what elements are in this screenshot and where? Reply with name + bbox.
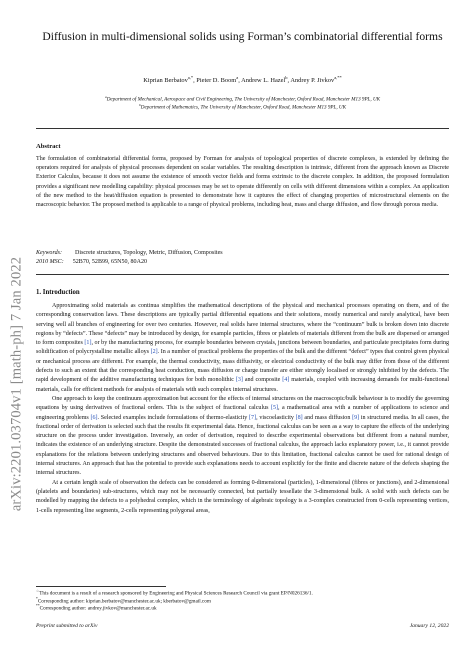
superscript-marker: a — [104, 95, 107, 99]
introduction-paragraph — [36, 302, 449, 395]
paragraph-text: One approach to keep the continuum approximation but account for the effects of internal structures on the macroscopic/bulk behaviour is to modify the governing equations by using derivatives of fractional orders. This is the subject of fractional calculus — [36, 395, 449, 412]
citation-link[interactable]: [2] — [150, 349, 158, 356]
author-list: Kiprian Berbatov$^{a,*}$, Pieter D. Boom$^a$, Andrew L. Hazel$^b$, Andrey P. Jivkov$^{a,**}$ — [143, 75, 342, 85]
abstract-text: The formulation of combinatorial differential forms, proposed by Forman for analysis of topological properties of discrete complexes, is extended by defining the operators required for analysis of physical processes dependent on scalar variables. The resulting description is intrinsic, different from the approach known as Discrete Exterior Calculus, because it does not assume the existence of smooth vector fields and forms extrinsic to the discrete complex. In addition, the proposed formulation provides a significant new modelling capability: physical processes may be set to operate differently on cells with different dimensions within a complex. An application of the new method to the heat/diffusion equation is presented to demonstrate how it captures the effect of changing properties of microstructural elements on the macroscopic behavior. The proposed method is applicable to a range of physical problems, including heat, mass and charge diffusion, and flow through porous media. — [36, 156, 449, 209]
superscript-marker: a,** — [334, 75, 342, 80]
citation-link[interactable]: [6] — [90, 414, 98, 421]
citation-link[interactable]: [3] — [235, 377, 243, 384]
citation-link[interactable]: [4] — [282, 377, 290, 384]
paper-title: Diffusion in multi-dimensional solids using Forman’s combinatorial differential forms — [42, 30, 443, 43]
footnote-corresponding-2: **Corresponding author: andrey.jivkov@manchester.ac.uk — [36, 604, 157, 612]
paragraph-text: Approximating solid materials as continua simplifies the mathematical descriptions of the physical and mechanical processes operating on them, and of the corresponding conservation laws. These descriptions are typically partial differential equations and their solutions, mostly numerical and rarely analytical, have been serving well all branches of engineering for over two centuries. However, real solids have internal structures, where the “continuum” bulk is broken down into discrete regions by “defects”. These “defects” may be introduced by design, for example particles, fibres or platelets of materials different from the bulk are dispersed or arranged to form composites — [36, 303, 449, 347]
section-heading: 1. Introduction — [36, 289, 80, 296]
superscript-marker: b — [285, 75, 288, 80]
paragraph-text: . In a number of practical problems the properties of the bulk and the different “defect” types that control given physical or mechanical process are different. For example, the thermal conductivity, mass diffusivity, or electrical conductivity of the bulk may differ from those of the different defects to such an extent that the corresponding heat conduction, mass diffusion or charge transfer are either strongly localised or strongly inhibited by the defects. The rapid development of the additive manufacturing techniques for both monolithic — [36, 349, 449, 384]
rule-bottom — [36, 274, 449, 275]
footnote-corresponding-1: *Corresponding author: kiprian.berbatov@manchester.ac.uk; kberbatov@gmail.com — [36, 597, 211, 605]
superscript-marker: ** — [36, 604, 40, 608]
superscript-marker: ☆ — [36, 589, 40, 593]
arxiv-stamp — [10, 174, 24, 594]
introduction-paragraph — [36, 395, 449, 479]
msc-value: 52B70, 52B99, 65N50, 80A20 — [72, 259, 147, 265]
abstract-heading: Abstract — [36, 143, 61, 150]
introduction-paragraph — [36, 479, 449, 516]
paragraph-text: , or by the manufacturing process, for example boundaries between crystals, junctions between boundaries, and particulate precipitates form during solidification of polycrystalline metallic alloys — [36, 340, 449, 356]
superscript-marker: a,* — [187, 75, 194, 80]
affiliation-b: $^b$Department of Mathematics, The University of Manchester, Oxford Road, Manchester M13 9PL, UK — [138, 103, 346, 111]
msc-label: 2010 MSC: — [36, 259, 64, 265]
msc-line — [36, 258, 449, 267]
paragraph-text: . Selected examples include formulations of thermo-elasticity — [97, 414, 250, 421]
citation-link[interactable]: [9] — [352, 414, 360, 421]
footer-date: January 12, 2022 — [409, 623, 449, 629]
arxiv-identifier: arXiv:2201.03704v1 [math-ph] 7 Jan 2022 — [8, 256, 25, 512]
citation-link[interactable]: [1] — [84, 340, 92, 347]
paragraph-text: At a certain length scale of observation the defects can be considered as forming 0-dimensional (particles), 1-dimensional (fibres or junctions), and 2-dimensional (platelets and boundaries) sub-structures, which may not be necessarily connected, but partially tessellate the 3-dimensional bulk. A solid with such defects can be modelled by mapping the defects to a polyhedral complex, which in the terminology of algebraic topology is a 3-complex constructed from 0-cells representing vertices, 1-cells representing line segments, 2-cells representing polygonal areas, — [36, 479, 449, 514]
superscript-marker: * — [36, 597, 38, 601]
citation-link[interactable]: [8] — [295, 414, 303, 421]
keywords-value: Discrete structures, Topology, Metric, Diffusion, Composites — [75, 250, 223, 256]
citation-link[interactable]: [7] — [249, 414, 257, 421]
keywords-line — [36, 249, 449, 258]
keywords-label: Keywords: — [36, 250, 62, 256]
superscript-marker: b — [138, 103, 141, 107]
affiliation-a: $^a$Department of Mechanical, Aerospace and Civil Engineering, The University of Manchester, Oxford Road, Manchester M13 9PL, UK — [104, 95, 381, 103]
paragraph-text: materials, coupled with increasing demands for multi-functional materials, calls for efficient methods for analysis of materials with such complex internal structures. — [36, 377, 449, 393]
footnote-funding: ☆This document is a result of a research sponsored by Engineering and Physical Sciences Research Council via grant EP/N026136/1. — [36, 589, 313, 597]
paragraph-text: , a mathematical area with a number of applications to science and engineering problems — [36, 405, 449, 421]
paragraph-text: in structured media. In all cases, the fractional order of derivation is selected such that the results fit experimental data. Hence, fractional calculus can be seen as a way to capture the effects of the underlying structure on the process under investigation. Inversely, an order of derivation, required to describe experimental observations but different from a natural number, indicates the existence of an underlying structure. Despite the demonstrated successes of fractional calculus, the approach lacks explanatory power, i.e., it cannot provide explanations for the relations between underlying structures and observed behaviours. Due to this limitation, fractional calculus cannot be used for rational design of internal structures. An approach that has the potential to provide such explanations needs to account explicitly for the finite and discrete nature of the defects shaping the internal structures. — [36, 414, 449, 477]
citation-link[interactable]: [5] — [270, 405, 278, 412]
introduction-body — [36, 302, 449, 516]
superscript-marker: a — [236, 75, 239, 80]
rule-top — [36, 128, 449, 129]
paragraph-text: and composite — [242, 377, 283, 384]
paragraph-text: , viscoelasticity — [256, 414, 296, 421]
paragraph-text: and mass diffusion — [302, 414, 353, 421]
footnote-rule — [36, 586, 166, 587]
footer-preprint: Preprint submitted to arXiv — [36, 623, 98, 629]
